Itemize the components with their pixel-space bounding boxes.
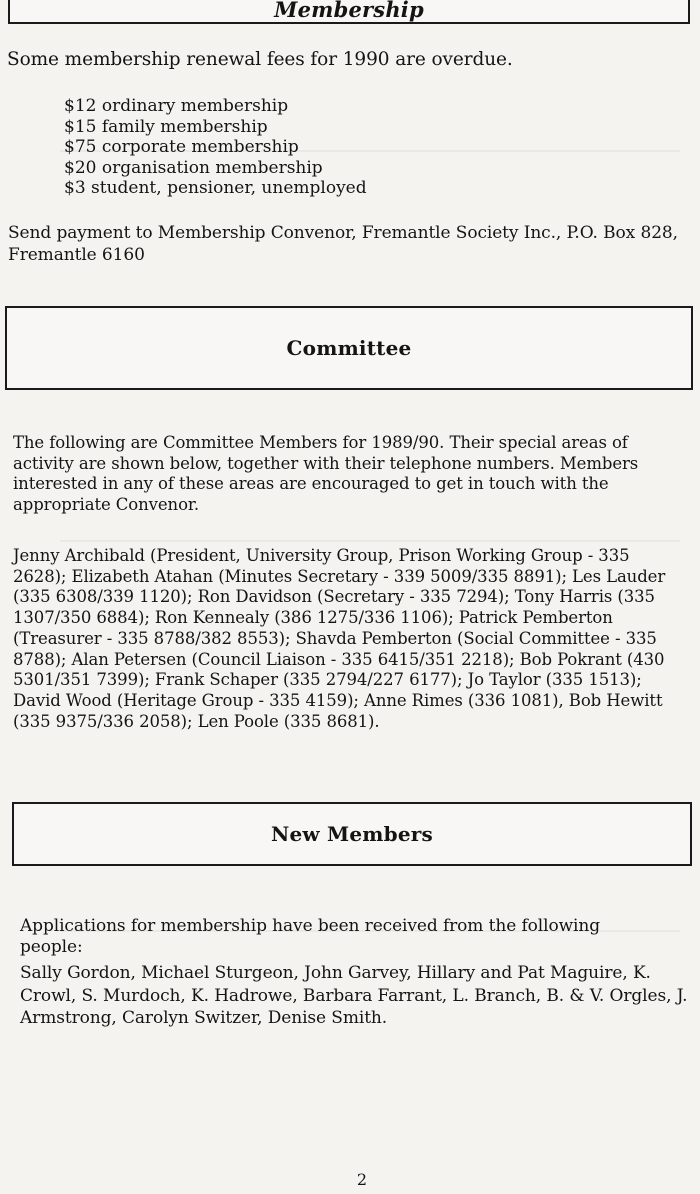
membership-overdue-notice: Some membership renewal fees for 1990 are overdue. [7, 49, 513, 70]
new-members-heading: New Members [271, 822, 433, 846]
fee-item: $3 student, pensioner, unemployed [64, 178, 367, 199]
page-number: 2 [356, 1170, 368, 1189]
committee-member-list: Jenny Archibald (President, University Group, Prison Working Group - 335 2628); Elizabeth Atahan (Minutes Secretary - 339 5009/335 8891); Les Lauder (335 6308/339 1120); Ron Davidson (Secretary - 335 7294); Tony Harris (335 1307/350 6884); Ron Kennealy (386 1275/336 1106); Patrick Pemberton (Treasurer - 335 8788/382 8553); Shavda Pemberton (Social Committee - 335 8788); Alan Petersen (Council Liaison - 335 6415/351 2218); Bob Pokrant (430 5301/351 7399); Frank Schaper (335 2794/227 6177); Jo Taylor (335 1513); David Wood (Heritage Group - 335 4159); Anne Rimes (336 1081), Bob Hewitt (335 9375/336 2058); Len Poole (335 8681). [13, 546, 666, 731]
new-members-names: Sally Gordon, Michael Sturgeon, John Garvey, Hillary and Pat Maguire, K. Crowl, S. Murdoch, K. Hadrowe, Barbara Farrant, L. Branch, B. & V. Orgles, J. Armstrong, Carolyn Switzer, Denise Smith. [20, 963, 688, 1028]
committee-intro: The following are Committee Members for 1989/90. Their special areas of activity are shown below, together with their telephone numbers. Members interested in any of these areas are encouraged to get in touch with the appropriate Convenor. [13, 433, 639, 514]
committee-heading: Committee [286, 336, 412, 360]
bleed-through-line [60, 540, 680, 542]
membership-fee-list [64, 96, 367, 199]
fee-item: $12 ordinary membership [64, 96, 289, 116]
new-members-intro: Applications for membership have been received from the following people: [20, 916, 601, 957]
committee-heading-box [5, 306, 693, 390]
membership-heading-box [8, 0, 690, 24]
new-members-heading-box [12, 802, 692, 866]
fee-item: $20 organisation membership [64, 157, 323, 178]
membership-payment-instructions: Send payment to Membership Convenor, Fremantle Society Inc., P.O. Box 828, Fremantle 6160 [8, 223, 678, 265]
membership-heading: Membership [274, 0, 424, 22]
fee-item: $75 corporate membership [64, 137, 299, 158]
fee-item: $15 family membership [64, 116, 268, 137]
